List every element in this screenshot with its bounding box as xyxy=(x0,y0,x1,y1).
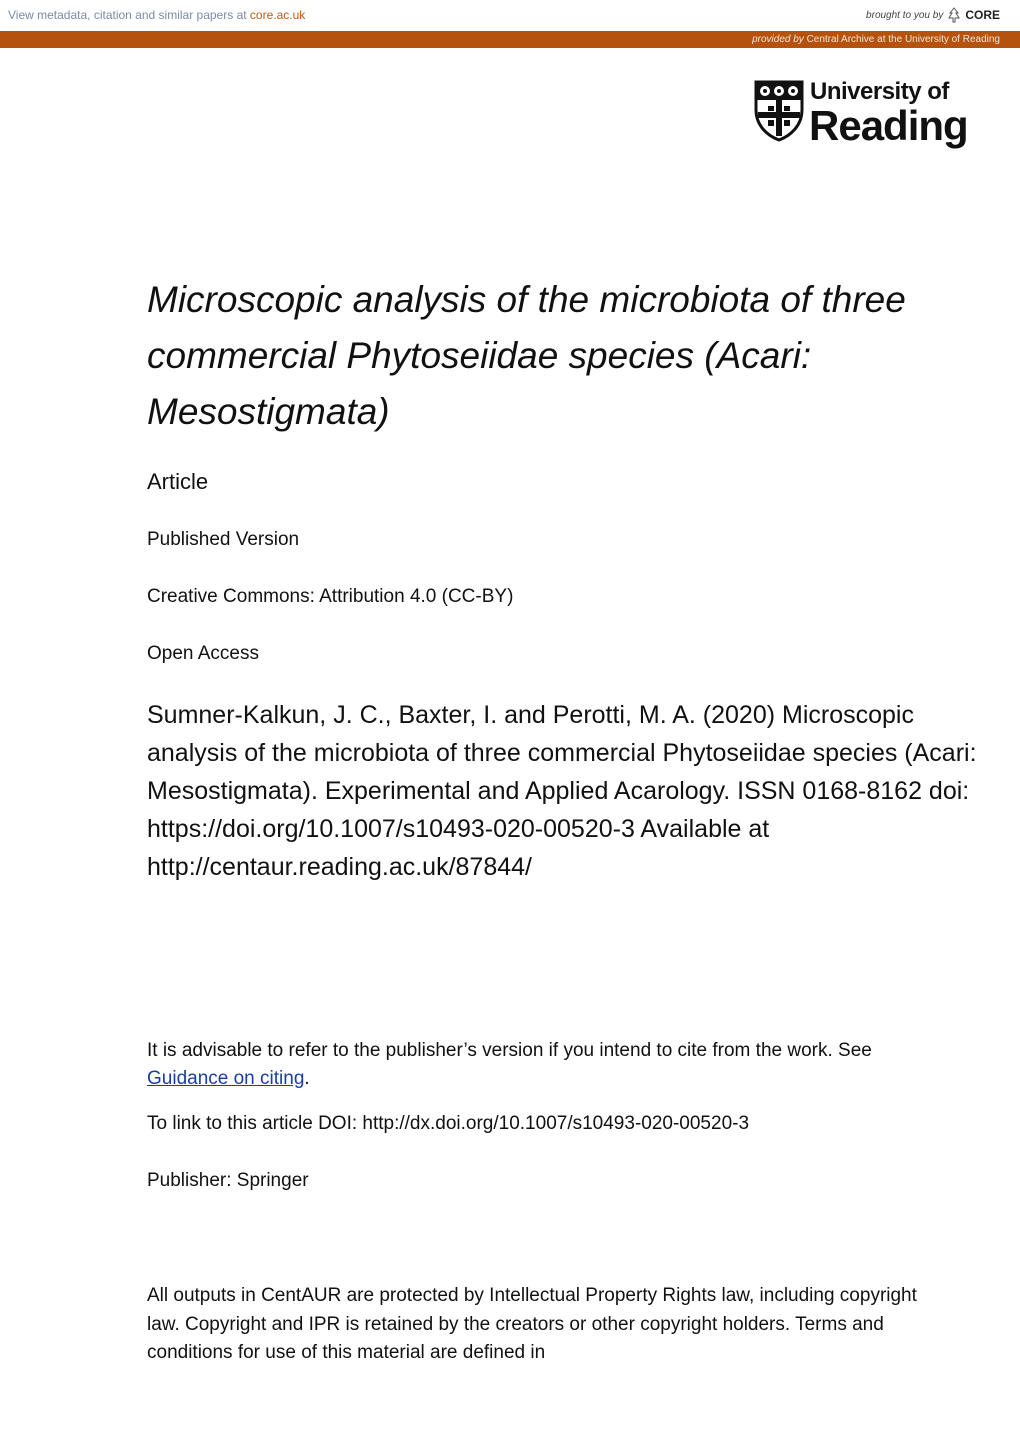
provided-by-source: Central Archive at the University of Reading xyxy=(806,34,1000,45)
provided-by-label: provided by xyxy=(752,34,804,45)
university-crest-icon xyxy=(754,80,804,142)
citation: Sumner-Kalkun, J. C., Baxter, I. and Perotti, M. A. (2020) Microscopic analysis of the microbiota of three commercial Phytoseiidae species (Acari: Mesostigmata). Experimental and Applied Acarology. ISSN 0168-8162 doi: https://doi.org/10.1007/s10493-020-00520-3 Available at http://centaur.reading.ac.uk/87844/ xyxy=(147,701,977,881)
core-logo-icon xyxy=(947,7,961,23)
rights-statement: All outputs in CentAUR are protected by Intellectual Property Rights law, including copyright law. Copyright and IPR is retained by the creators or other copyright holders. Terms and conditions for use of this material are defined in xyxy=(147,1285,917,1363)
core-brought-by[interactable] xyxy=(866,7,1000,23)
provided-by-strip xyxy=(0,31,1020,48)
item-type: Article xyxy=(147,469,209,494)
license: Creative Commons: Attribution 4.0 (CC-BY) xyxy=(147,586,514,607)
guidance-on-citing-link[interactable]: Guidance on citing xyxy=(147,1068,305,1089)
core-banner xyxy=(0,0,1020,30)
version: Published Version xyxy=(147,529,300,550)
advisable-note xyxy=(147,1037,947,1093)
core-brand: CORE xyxy=(965,8,1000,22)
publisher: Publisher: Springer xyxy=(147,1170,309,1191)
advisable-end: . xyxy=(304,1068,310,1089)
access-status: Open Access xyxy=(147,643,259,664)
provided-by-text xyxy=(752,34,1000,45)
core-brought-label: brought to you by xyxy=(866,9,944,21)
logo-university-of: University of xyxy=(810,78,949,105)
core-metadata-label: View metadata, citation and similar papers at xyxy=(8,8,250,22)
core-metadata-text xyxy=(8,8,305,22)
paper-title: Microscopic analysis of the microbiota of three commercial Phytoseiidae species (Acari: Mesostigmata) xyxy=(147,279,906,432)
doi-line: To link to this article DOI: http://dx.doi.org/10.1007/s10493-020-00520-3 xyxy=(147,1113,750,1134)
core-link[interactable]: core.ac.uk xyxy=(249,8,306,22)
advisable-text: It is advisable to refer to the publisher’s version if you intend to cite from the work. See xyxy=(147,1040,872,1061)
logo-reading: Reading xyxy=(809,102,968,149)
university-logo xyxy=(754,78,968,150)
